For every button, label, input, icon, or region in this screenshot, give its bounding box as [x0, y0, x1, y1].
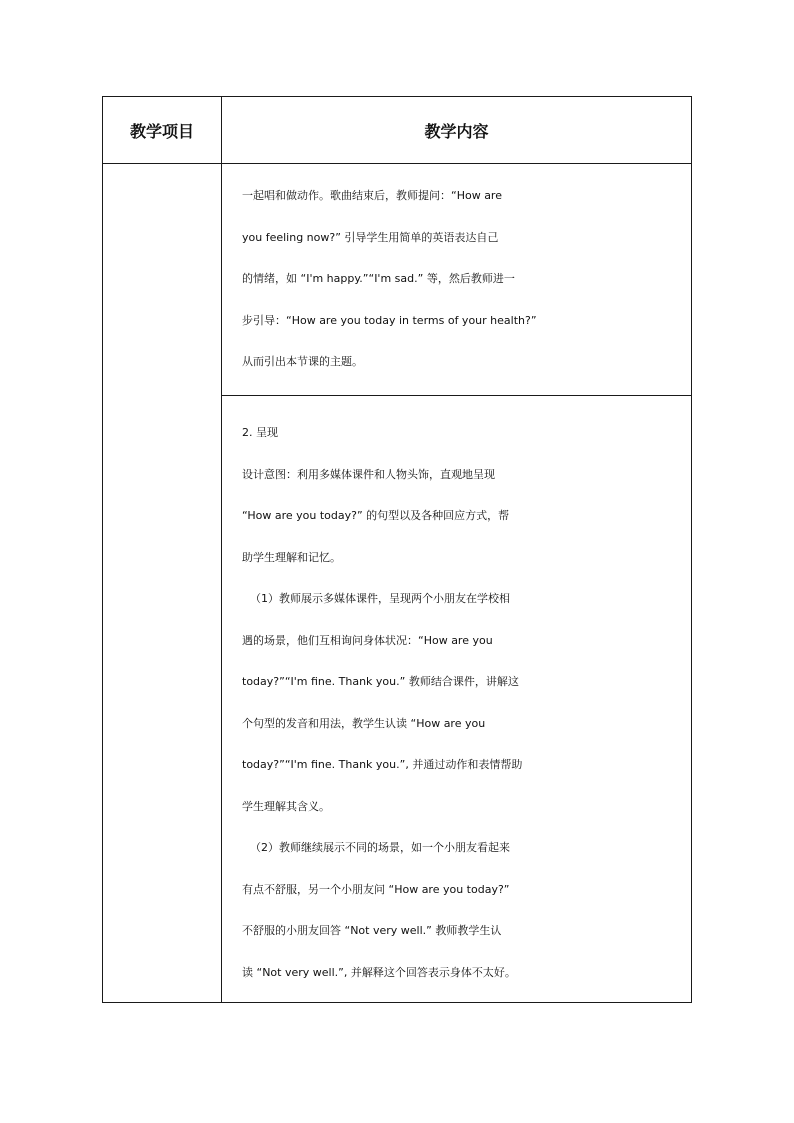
text-line: today?”“I'm fine. Thank you.” 教师结合课件，讲解这 [242, 675, 519, 688]
table-header-row [103, 97, 691, 164]
text-line: 步引导：“How are you today in terms of your health?” [242, 313, 537, 327]
content-cell-warmup [242, 175, 682, 383]
text-line: 从而引出本节课的主题。 [242, 355, 363, 368]
text-line: 一起唱和做动作。歌曲结束后，教师提问：“How are [242, 189, 502, 202]
content-cell-presentation [242, 412, 682, 993]
text-line: 设计意图：利用多媒体课件和人物头饰，直观地呈现 [242, 467, 495, 481]
row-divider [221, 395, 691, 396]
section-heading: 2. 呈现 [242, 426, 278, 439]
text-line: 的情绪，如 “I'm happy.”“I'm sad.” 等，然后教师进一 [242, 272, 515, 285]
text-line: 遇的场景，他们互相询问身体状况：“How are you [242, 633, 493, 647]
text-line: today?”“I'm fine. Thank you.”, 并通过动作和表情帮助 [242, 758, 523, 771]
text-line: 有点不舒服，另一个小朋友问 “How are you today?” [242, 882, 510, 896]
header-teaching-content: 教学内容 [424, 121, 489, 141]
lesson-plan-table [102, 96, 692, 1003]
header-teaching-item: 教学项目 [129, 121, 194, 141]
text-line: 学生理解其含义。 [242, 799, 330, 813]
text-line: “How are you today?” 的句型以及各种回应方式，帮 [242, 509, 510, 522]
column-divider [221, 97, 222, 1002]
text-line: 助学生理解和记忆。 [242, 550, 341, 564]
text-line: （1）教师展示多媒体课件，呈现两个小朋友在学校相 [250, 592, 510, 605]
text-line: 读 “Not very well.”, 并解释这个回答表示身体不太好。 [242, 965, 516, 979]
text-line: you feeling now?” 引导学生用简单的英语表达自己 [242, 230, 499, 244]
text-line: （2）教师继续展示不同的场景，如一个小朋友看起来 [250, 841, 510, 854]
text-line: 个句型的发音和用法，教学生认读 “How are you [242, 716, 486, 730]
text-line: 不舒服的小朋友回答 “Not very well.” 教师教学生认 [242, 924, 502, 937]
